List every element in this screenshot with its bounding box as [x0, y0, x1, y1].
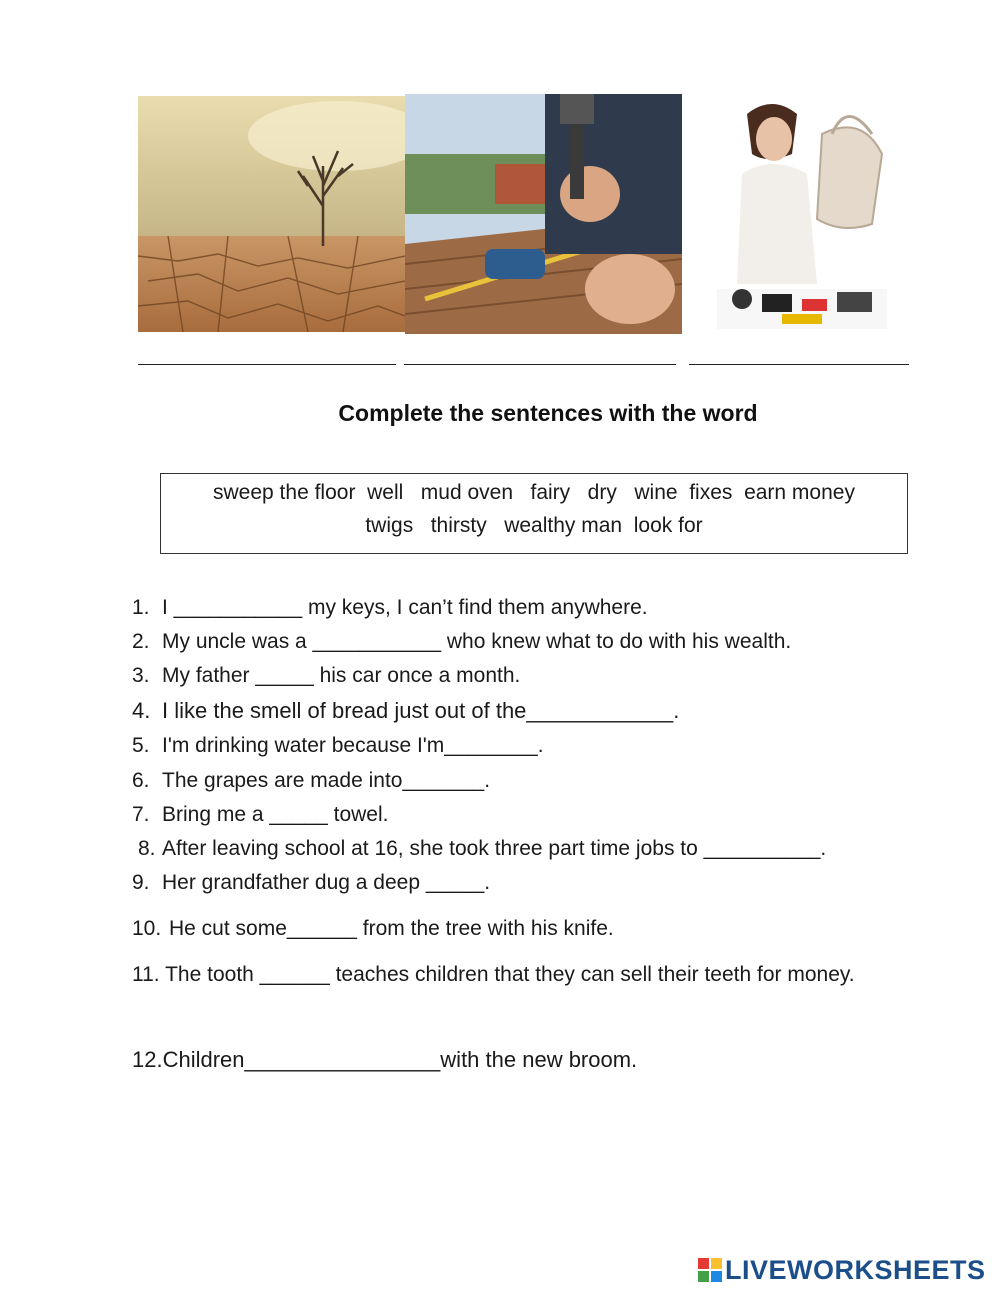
sentence-text: The grapes are made into_______.	[162, 769, 491, 792]
sentence-2[interactable]	[132, 630, 791, 654]
sentence-text: I like the smell of bread just out of the____________.	[162, 698, 680, 723]
sentence-text: Her grandfather dug a deep _____.	[162, 871, 491, 894]
sentence-number: 4.	[132, 698, 151, 723]
sentence-9[interactable]	[132, 871, 490, 895]
sentence-text: My uncle was a ___________ who knew what to do with his wealth.	[162, 630, 792, 653]
word-bank-line-1: sweep the floor well mud oven fairy dry wine fixes earn money	[213, 481, 855, 504]
sentence-text: He cut some______ from the tree with his knife.	[169, 917, 614, 940]
sentence-number: 11.	[132, 963, 160, 986]
sentence-1[interactable]	[132, 596, 648, 620]
sentence-text: I ___________ my keys, I can’t find them anywhere.	[162, 596, 648, 619]
logo-text: LIVEWORKSHEETS	[725, 1254, 986, 1285]
sentence-number: 7.	[132, 803, 150, 826]
sentence-text: Children________________with the new broom.	[162, 1047, 638, 1072]
liveworksheets-logo	[698, 1253, 986, 1287]
dry-tree-icon	[138, 96, 405, 332]
sentence-number: 3.	[132, 664, 150, 687]
drought-image	[138, 96, 405, 332]
sentence-6[interactable]	[132, 769, 490, 793]
sentence-12[interactable]	[132, 1047, 637, 1073]
sentence-text: After leaving school at 16, she took three part time jobs to __________.	[162, 837, 827, 860]
sentence-10[interactable]	[132, 917, 614, 941]
sentence-number: 2.	[132, 630, 150, 653]
sentence-text: Bring me a _____ towel.	[162, 803, 389, 826]
sentence-number: 12.	[132, 1047, 163, 1072]
hammer-image	[405, 94, 682, 334]
word-bank-line-2: twigs thirsty wealthy man look for	[365, 514, 703, 537]
answer-line-3[interactable]	[689, 364, 909, 365]
answer-line-1[interactable]	[138, 364, 396, 365]
sentence-4[interactable]	[132, 698, 679, 724]
sentence-text: My father _____ his car once a month.	[162, 664, 521, 687]
sentence-number: 9.	[132, 871, 150, 894]
word-bank	[160, 473, 908, 554]
sentence-number: 10.	[132, 917, 162, 940]
logo-squares-icon	[698, 1258, 722, 1282]
sentence-number: 1.	[132, 596, 150, 619]
page-title: Complete the sentences with the word	[338, 400, 758, 426]
sentence-text: The tooth ______ teaches children that they can sell their teeth for money.	[165, 963, 855, 986]
sentence-3[interactable]	[132, 664, 520, 688]
sentence-7[interactable]	[132, 803, 388, 827]
sentence-number: 5.	[132, 734, 150, 757]
handbag-icon	[712, 94, 892, 334]
sentence-text: I'm drinking water because I'm________.	[162, 734, 544, 757]
hammer-icon	[405, 94, 682, 334]
sentence-11[interactable]	[132, 958, 902, 992]
handbag-image	[712, 94, 892, 334]
sentence-8[interactable]	[138, 837, 826, 861]
sentence-number: 8.	[138, 837, 156, 860]
answer-line-2[interactable]	[404, 364, 676, 365]
sentence-5[interactable]	[132, 734, 544, 758]
sentence-number: 6.	[132, 769, 150, 792]
